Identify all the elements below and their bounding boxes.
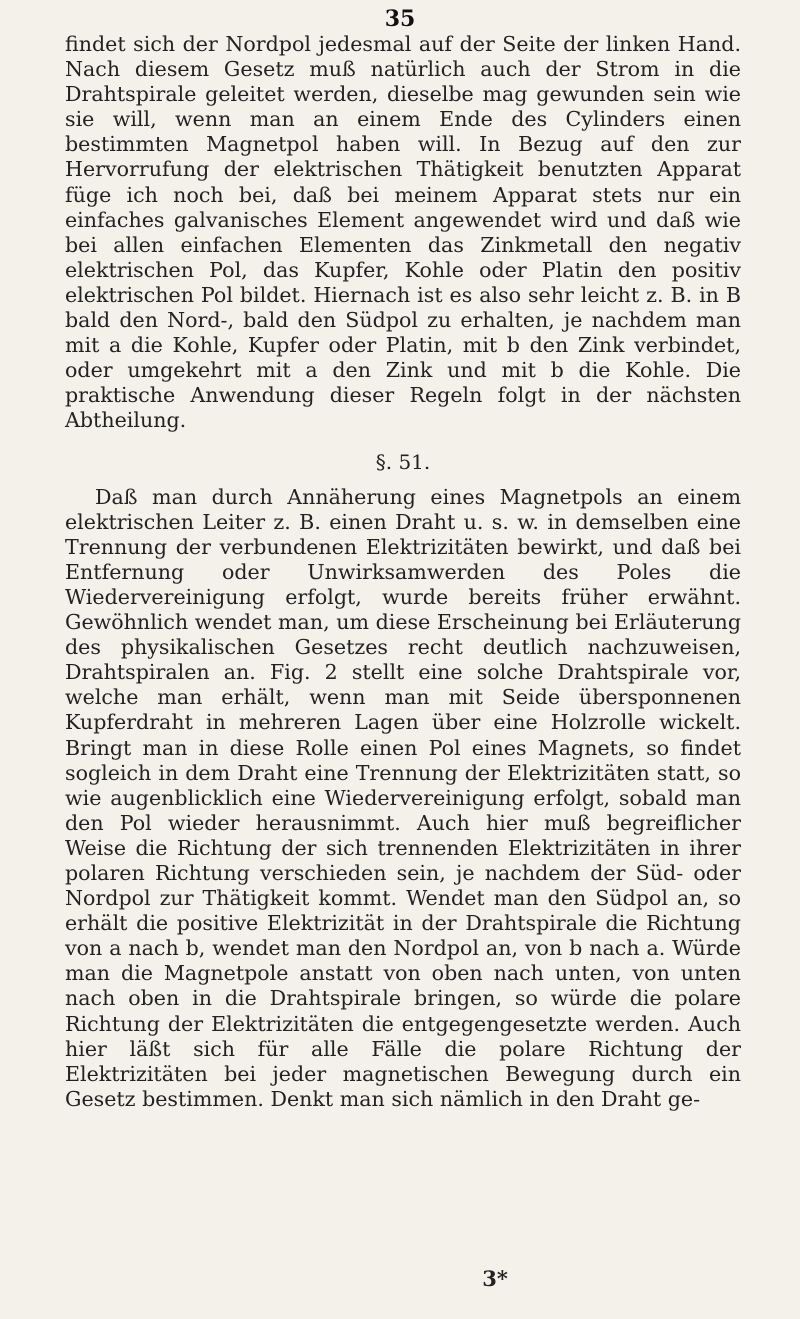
page-number: 35 (384, 6, 416, 32)
section-heading: §. 51. (375, 449, 431, 474)
paragraph-2: Daß man durch Annäherung eines Magnetpols an einem elektrischen Leiter z. B. einen Draht u. s. w. in demselben eine Trennung der verbundenen Elektrizitäten bewirkt, und daß bei Entfernung oder Unwirksamwerden des Poles die Wiedervereinigung erfolgt, wurde bereits früher erwähnt. Gewöhnlich wendet man, um diese Erscheinung bei Erläuterung des physikalischen Gesetzes recht deutlich nachzuweisen, Drahtspiralen an. Fig. 2 stellt eine solche Drahtspirale vor, welche man erhält, wenn man mit Seide übersponnenen Kupferdraht in mehreren Lagen über eine Holzrolle wickelt. Bringt man in diese Rolle einen Pol eines Magnets, so findet sogleich in dem Draht eine Trennung der Elektrizitäten statt, so wie augenblicklich eine Wiedervereinigung erfolgt, sobald man den Pol wieder herausnimmt. Auch hier muß begreiflicher Weise die Richtung der sich trennenden Elektrizitäten in ihrer polaren Richtung verschieden sein, je nachdem der Süd- oder Nordpol zur Thätigkeit kommt. Wendet man den Südpol an, so erhält die positive Elektrizität in der Drahtspirale die Richtung von a nach b, wendet man den Nordpol an, von b nach a. Würde man die Magnetpole anstatt von oben nach unten, von unten nach oben in die Drahtspirale bringen, so würde die polare Richtung der Elektrizitäten die entgegengesetzte werden. Auch hier läßt sich für alle Fälle die polare Richtung der Elektrizitäten bei jeder magnetischen Bewegung durch ein Gesetz bestimmen. Denkt man sich nämlich in den Draht ge- (65, 484, 741, 1111)
paragraph-1: findet sich der Nordpol jedesmal auf der Seite der linken Hand. Nach diesem Gesetz muß natürlich auch der Strom in die Drahtspirale geleitet werden, dieselbe mag gewunden sein wie sie will, wenn man an einem Ende des Cylinders einen bestimmten Magnetpol haben will. In Bezug auf den zur Hervorrufung der elektrischen Thätigkeit benutzten Apparat füge ich noch bei, daß bei meinem Apparat stets nur ein einfaches galvanisches Element angewendet wird und daß wie bei allen einfachen Elementen das Zinkmetall den negativ elektrischen Pol, das Kupfer, Kohle oder Platin den positiv elektrischen Pol bildet. Hiernach ist es also sehr leicht z. B. in B bald den Nord-, bald den Südpol zu erhalten, je nachdem man mit a die Kohle, Kupfer oder Platin, mit b den Zink verbindet, oder umgekehrt mit a den Zink und mit b die Kohle. Die praktische Anwendung dieser Regeln folgt in der nächsten Abtheilung. (65, 32, 741, 433)
signature-mark: 3* (482, 1266, 508, 1291)
body-text (65, 32, 741, 1112)
